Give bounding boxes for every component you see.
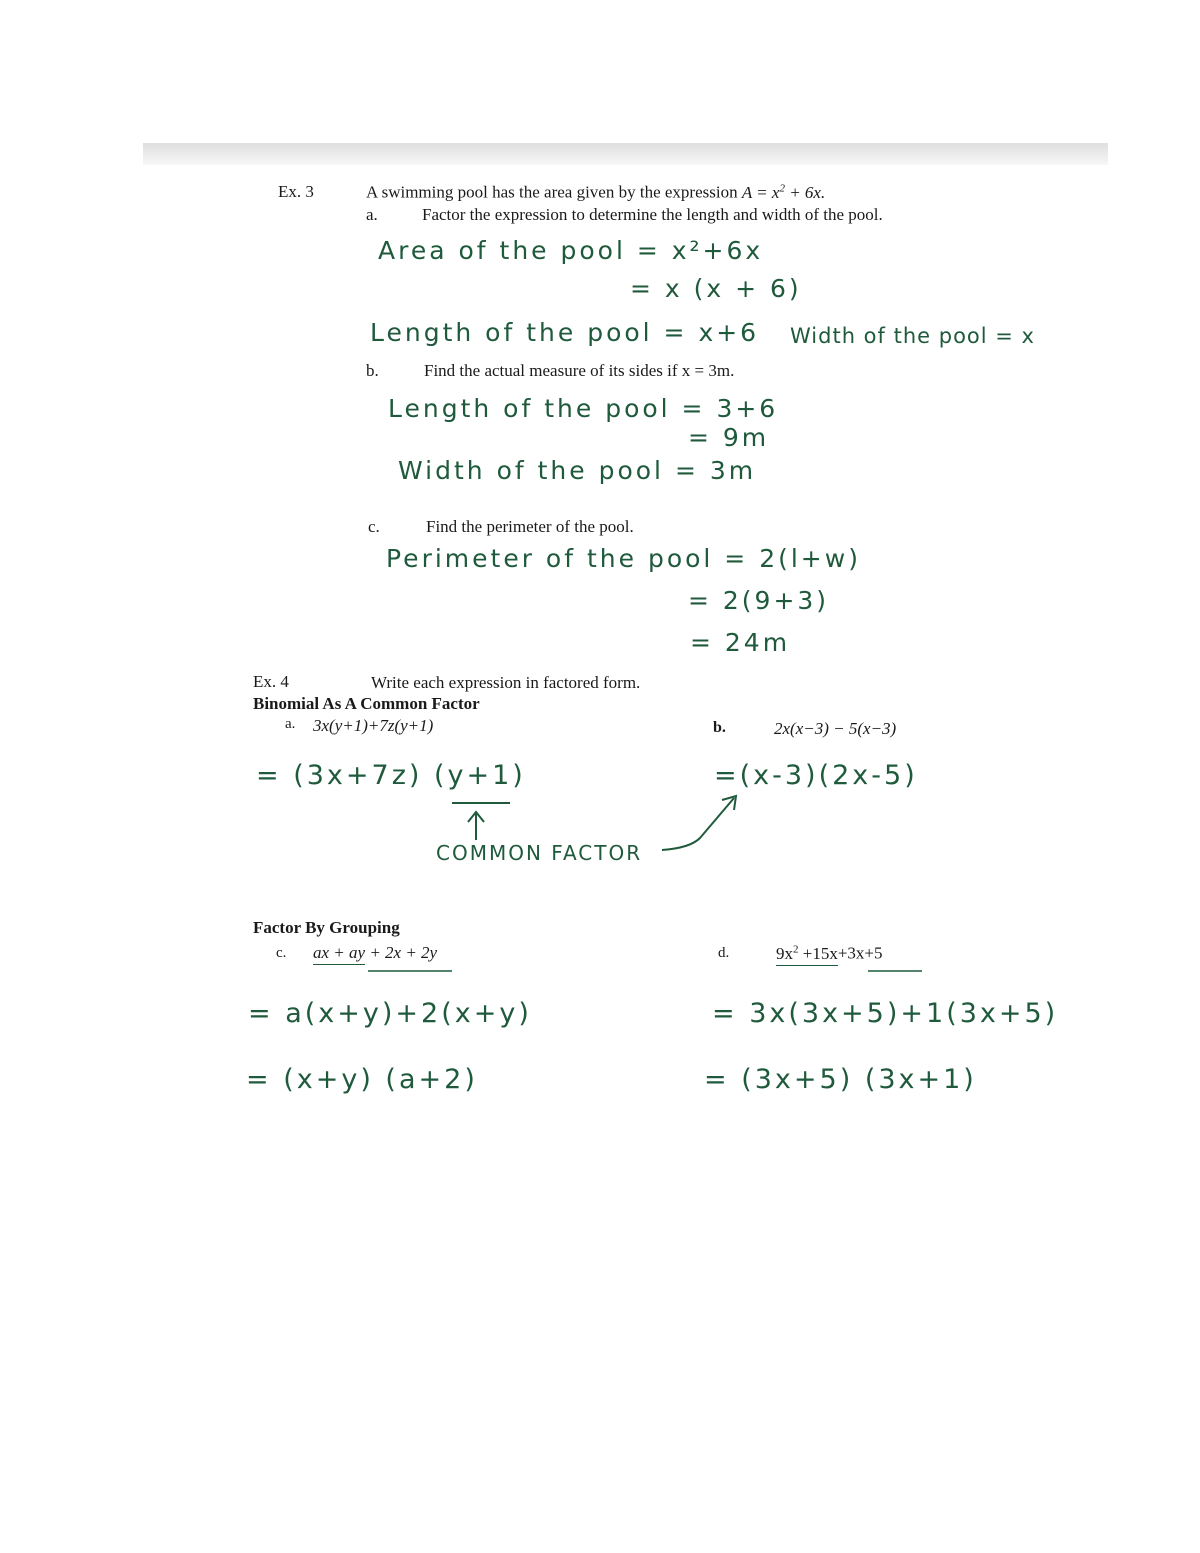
ex3-a-hw-line2: = x (x + 6) — [630, 274, 802, 303]
ex3-b-label: b. — [366, 361, 379, 380]
ex4-d-label: d. — [718, 945, 730, 961]
ex3-label: Ex. 3 — [278, 182, 314, 201]
ex3-a-label: a. — [366, 205, 378, 224]
ex3-c-label: c. — [368, 517, 380, 536]
ex4-c-hw-line1: = a(x+y)+2(x+y) — [248, 998, 532, 1029]
ex3-b-hw-line1: Length of the pool = 3+6 — [388, 394, 779, 423]
section-binomial-common-factor: Binomial As A Common Factor — [253, 694, 480, 713]
ex4-d-hw-line2: = (3x+5) (3x+1) — [704, 1064, 977, 1095]
ex4-d-expression: $9x^2 +15x+3x+5$ — [776, 944, 883, 962]
ex3-c-hw-line2: = 2(9+3) — [688, 586, 830, 615]
ex3-b-hw-line3: Width of the pool = 3m — [398, 456, 757, 485]
ex4-label: Ex. 4 — [253, 672, 289, 691]
ex3-b-question: Find the actual measure of its sides if x = 3m. — [424, 361, 735, 380]
ex4-a-expression: 3x(y+1)+7z(y+1) — [313, 716, 434, 735]
ex4-b-label: b. — [713, 719, 726, 736]
ex3-a-hw-width: Width of the pool = x — [790, 324, 1035, 348]
ex3-c-question: Find the perimeter of the pool. — [426, 517, 634, 536]
ex4-a-label: a. — [285, 716, 296, 732]
ex3-a-hw-length: Length of the pool = x+6 — [370, 318, 760, 347]
section-factor-by-grouping: Factor By Grouping — [253, 918, 400, 937]
ex4-b-hw-answer: =(x-3)(2x-5) — [714, 760, 918, 791]
ex4-a-hw-answer: = (3x+7z) (y+1) — [256, 760, 526, 791]
ex3-a-question: Factor the expression to determine the length and width of the pool. — [422, 205, 883, 224]
common-factor-arrowhead-b — [722, 796, 736, 810]
ex3-a-hw-line1: Area of the pool = x²+6x — [378, 236, 764, 265]
common-factor-arrow-b — [662, 798, 734, 850]
viewer-top-bar — [143, 143, 1108, 165]
ex4-c-expression: ax + ay + 2x + 2y — [313, 944, 437, 961]
ex4-b-expression: 2x(x−3) − 5(x−3) — [774, 719, 897, 738]
ex4-instruction: Write each expression in factored form. — [371, 673, 641, 692]
ex3-intro: A swimming pool has the area given by the expression $A = x^2 + 6x$. — [366, 182, 826, 202]
ex3-c-hw-line1: Perimeter of the pool = 2(l+w) — [386, 544, 861, 573]
common-factor-note: COMMON FACTOR — [436, 841, 643, 865]
ex3-c-hw-line3: = 24m — [690, 628, 791, 657]
ex4-c-hw-line2: = (x+y) (a+2) — [246, 1064, 478, 1095]
ex4-d-hw-line1: = 3x(3x+5)+1(3x+5) — [712, 998, 1059, 1029]
ex4-c-label: c. — [276, 945, 287, 961]
common-factor-arrowhead-a — [468, 812, 484, 822]
ex3-b-hw-line2: = 9m — [688, 423, 770, 452]
